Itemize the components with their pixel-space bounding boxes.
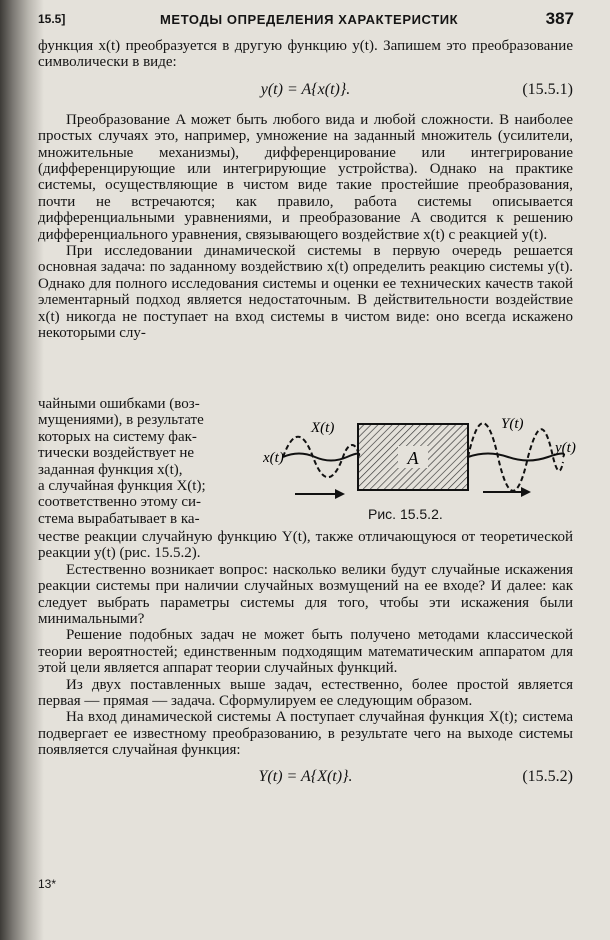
paragraph-5: Из двух поставленных выше задач, естественно, более простой является первая — прямая — задача. Сформулируем ее следующим образом.: [38, 676, 573, 710]
wrap-line: мущениями), в результате: [38, 412, 204, 429]
label-X-in: X(t): [311, 420, 335, 436]
equation-15-5-1: [38, 76, 573, 104]
paragraph-2: При исследовании динамической системы в первую очередь решается основная задача: по заданному воздействию x(t) определить реакцию системы y(t). Однако для полного исследования системы и оценки ее технических качеств такой элементарный подход является недостаточным. В действительности воздействие x(t) никогда не поступает на вход системы в чистом виде: оно всегда искажено некоторыми слу-: [38, 243, 573, 342]
wrap-line: которых на систему фак-: [38, 428, 197, 445]
wrap-line: заданная функция x(t),: [38, 461, 183, 478]
input-curve-x: [283, 454, 359, 461]
equation-number: (15.5.1): [522, 80, 573, 98]
signature-mark: 13*: [38, 877, 57, 891]
wrapped-text: [38, 396, 246, 527]
wrap-line: тически воздействует не: [38, 445, 195, 462]
wrap-line: чайными ошибками (воз-: [38, 396, 200, 412]
book-page: [38, 0, 583, 940]
wrap-line: стема вырабатывает в ка-: [38, 510, 200, 527]
wrap-line: соответственно этому си-: [38, 494, 202, 511]
output-curve-y: [468, 454, 564, 461]
body-bottom: [38, 529, 573, 791]
chapter-title: МЕТОДЫ ОПРЕДЕЛЕНИЯ ХАРАКТЕРИСТИК: [160, 12, 459, 27]
page-number: 387: [545, 9, 574, 28]
equation-number: (15.5.2): [522, 767, 573, 785]
running-header: [38, 9, 574, 31]
input-arrowhead: [335, 489, 345, 499]
paragraph-4: Решение подобных задач не может быть получено методами классической теории вероятностей; единственным подходящим математическим аппаратом для этой цели является аппарат теории случайных функций.: [38, 627, 573, 677]
equation-formula: y(t) = A{x(t)}.: [260, 80, 351, 98]
label-x-in: x(t): [263, 450, 284, 466]
section-number: 15.5]: [38, 12, 66, 26]
output-arrowhead: [521, 487, 531, 497]
block-label: A: [407, 448, 419, 468]
paragraph-1: Преобразование A может быть любого вида и любой сложности. В наиболее простых случаях это, например, умножение на заданный множитель (усилители, множительные механизмы), дифференцирование или интегрирование (дифференцирующие или интегрирующие устройства). Однако на практике системы, осуществляющие в чистом виде такие простейшие преобразования, почти не встречаются; как правило, работа системы описывается дифференциальными уравнениями, и преобразование A сводится к решению дифференциального уравнения, связывающего воздействие x(t) с реакцией y(t).: [38, 111, 573, 243]
paragraph-3: Естественно возникает вопрос: насколько велики будут случайные искажения реакции системы при наличии случайных возмущений на ее входе? И далее: как следует выбрать параметры системы для того, чтобы эти искажения были минимальными?: [38, 561, 573, 628]
paragraph-6: На вход динамической системы A поступает случайная функция X(t); система подвергает ее известному преобразованию, в результате чего на выходе системы появляется случайная функция:: [38, 709, 573, 759]
paragraph-2-end: честве реакции случайную функцию Y(t), также отличающуюся от теоретической реакции y(t) (рис. 15.5.2).: [38, 529, 573, 562]
equation-formula: Y(t) = A{X(t)}.: [258, 767, 353, 785]
figure-caption: Рис. 15.5.2.: [368, 506, 443, 522]
label-Y-out: Y(t): [501, 416, 524, 432]
body-top: [38, 38, 573, 342]
label-y-out: y(t): [555, 440, 576, 456]
wrap-line: а случайная функция X(t);: [38, 478, 206, 495]
equation-15-5-2: [38, 763, 573, 791]
intro-paragraph: функция x(t) преобразуется в другую функцию y(t). Запишем это преобразование символически в виде:: [38, 38, 573, 71]
